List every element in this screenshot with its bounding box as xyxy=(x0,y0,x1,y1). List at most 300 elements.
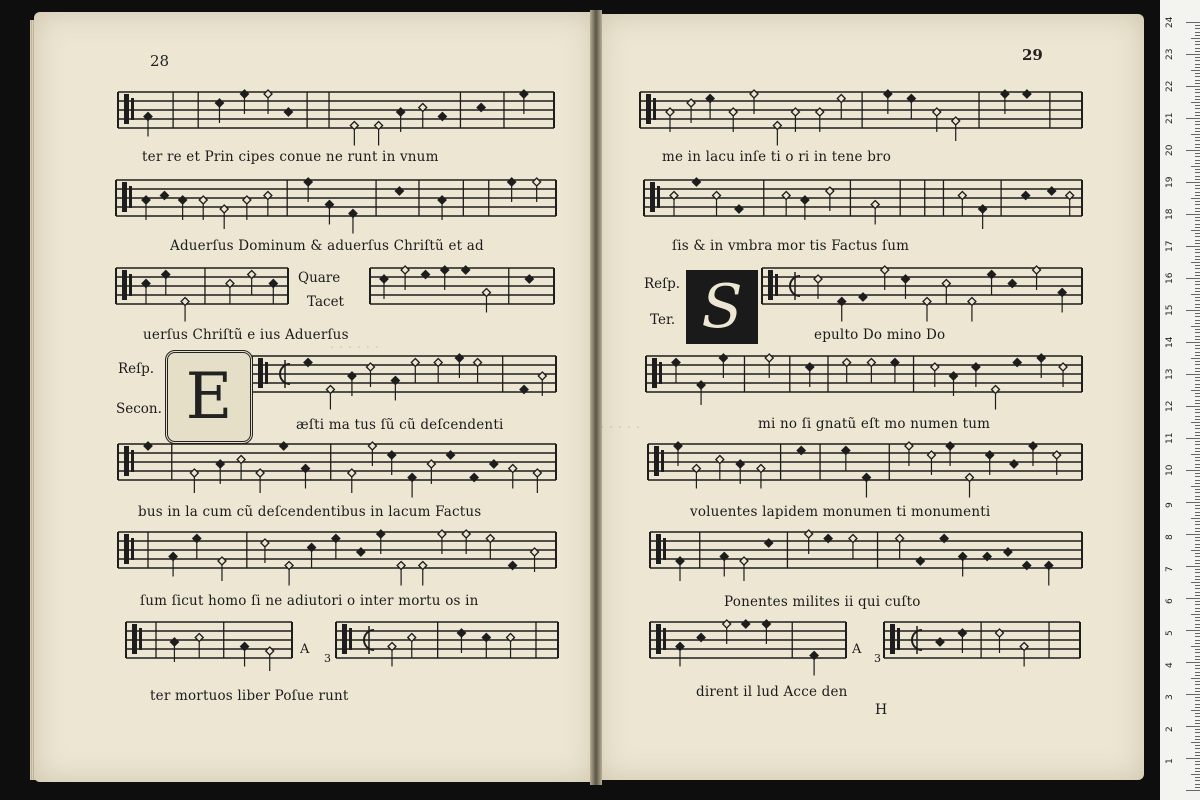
ruler-tick xyxy=(1191,294,1200,295)
ruler-tick xyxy=(1195,368,1200,369)
ruler-tick xyxy=(1195,131,1200,132)
ruler-tick xyxy=(1195,636,1200,637)
ruler-tick xyxy=(1195,563,1200,564)
ruler-tick xyxy=(1195,675,1200,676)
ruler-tick xyxy=(1195,787,1200,788)
ruler-tick xyxy=(1191,518,1200,519)
ruler-tick xyxy=(1195,185,1200,186)
music-staff xyxy=(252,352,556,396)
ruler-tick xyxy=(1195,412,1200,413)
ruler-tick xyxy=(1195,304,1200,305)
ruler-tick xyxy=(1191,390,1200,391)
ruler-number: 12 xyxy=(1165,400,1175,412)
ruler-tick xyxy=(1195,115,1200,116)
ruler-tick xyxy=(1195,265,1200,266)
ruler-tick xyxy=(1195,179,1200,180)
ruler-tick xyxy=(1195,672,1200,673)
ruler-tick xyxy=(1195,268,1200,269)
ruler-tick xyxy=(1186,406,1200,407)
ruler-tick xyxy=(1195,588,1200,589)
ruler-tick xyxy=(1195,489,1200,490)
ruler-number: 13 xyxy=(1165,368,1175,380)
ruler-tick xyxy=(1191,614,1200,615)
ruler-tick xyxy=(1195,697,1200,698)
ruler-tick xyxy=(1195,729,1200,730)
lyric-line: voluentes lapidem monumen ti monumenti xyxy=(690,504,991,520)
ruler-tick xyxy=(1195,387,1200,388)
ruler-tick xyxy=(1191,550,1200,551)
ruler-tick xyxy=(1195,252,1200,253)
signature-mark: H xyxy=(875,702,888,718)
ruler-number: 21 xyxy=(1165,112,1175,124)
ruler-number: 7 xyxy=(1165,566,1175,572)
ruler-tick xyxy=(1186,182,1200,183)
decorated-initial: E xyxy=(165,350,253,444)
ruler-tick xyxy=(1191,646,1200,647)
ruler-tick xyxy=(1195,784,1200,785)
ruler-tick xyxy=(1195,217,1200,218)
ruler-tick xyxy=(1186,310,1200,311)
ruler-tick xyxy=(1195,688,1200,689)
ruler-tick xyxy=(1186,54,1200,55)
ruler-tick xyxy=(1195,41,1200,42)
ruler-tick xyxy=(1191,198,1200,199)
label-ter: Ter. xyxy=(650,312,676,328)
ruler-tick xyxy=(1195,569,1200,570)
ruler-tick xyxy=(1195,732,1200,733)
ruler-tick xyxy=(1186,438,1200,439)
music-staff xyxy=(650,528,1082,572)
lyric-line: bus in la cum cũ deſcendentibus in lacum Factus xyxy=(138,504,482,520)
ruler-tick xyxy=(1195,140,1200,141)
ruler-tick xyxy=(1195,467,1200,468)
ruler-tick xyxy=(1191,166,1200,167)
ruler-tick xyxy=(1191,710,1200,711)
ruler-tick xyxy=(1191,582,1200,583)
ruler-tick xyxy=(1195,227,1200,228)
ruler-tick xyxy=(1195,668,1200,669)
ruler-tick xyxy=(1195,611,1200,612)
ruler-tick xyxy=(1195,624,1200,625)
lyric-line: ter mortuos liber Poſue runt xyxy=(150,688,349,704)
music-staff xyxy=(370,264,554,308)
ruler-tick xyxy=(1195,57,1200,58)
music-staff xyxy=(116,176,556,220)
ruler-tick xyxy=(1195,617,1200,618)
ruler-tick xyxy=(1195,355,1200,356)
lyric-line: ſum ſicut homo ſi ne adiutori o inter mortu os in xyxy=(140,593,479,609)
ruler-tick xyxy=(1195,153,1200,154)
ruler-tick xyxy=(1195,720,1200,721)
ruler-tick xyxy=(1195,352,1200,353)
label-quare: Quare xyxy=(298,270,341,286)
ruler-tick xyxy=(1195,201,1200,202)
ruler-tick xyxy=(1195,256,1200,257)
music-staff xyxy=(650,618,846,662)
ruler-number: 20 xyxy=(1165,144,1175,156)
ruler-tick xyxy=(1195,444,1200,445)
ruler-tick xyxy=(1195,60,1200,61)
ruler-tick xyxy=(1195,649,1200,650)
ruler-tick xyxy=(1186,534,1200,535)
ruler-tick xyxy=(1195,745,1200,746)
ruler-number: 17 xyxy=(1165,240,1175,252)
ruler-number: 18 xyxy=(1165,208,1175,220)
ruler-tick xyxy=(1191,486,1200,487)
ruler-tick xyxy=(1195,211,1200,212)
ruler-tick xyxy=(1195,396,1200,397)
ruler-tick xyxy=(1186,662,1200,663)
ruler-tick xyxy=(1195,435,1200,436)
lyric-line: mi no ſi gnatũ eſt mo numen tum xyxy=(758,416,991,432)
ruler-tick xyxy=(1191,454,1200,455)
music-staff xyxy=(336,618,558,662)
lyric-line: ſis & in vmbra mor tis Factus ſum xyxy=(672,238,910,254)
ruler-tick xyxy=(1195,403,1200,404)
ruler-tick xyxy=(1195,121,1200,122)
ruler-tick xyxy=(1186,502,1200,503)
ruler-tick xyxy=(1195,483,1200,484)
ruler-tick xyxy=(1195,320,1200,321)
ruler-tick xyxy=(1195,92,1200,93)
ruler-tick xyxy=(1195,128,1200,129)
ruler-tick xyxy=(1195,620,1200,621)
ruler-tick xyxy=(1195,275,1200,276)
ruler-tick xyxy=(1195,460,1200,461)
ruler-tick xyxy=(1195,96,1200,97)
ruler-tick xyxy=(1195,604,1200,605)
ruler-tick xyxy=(1195,108,1200,109)
ruler-tick xyxy=(1195,169,1200,170)
ruler-tick xyxy=(1195,764,1200,765)
ruler-tick xyxy=(1195,601,1200,602)
lyric-line: epulto Do mino Do xyxy=(814,327,946,343)
ruler-tick xyxy=(1195,771,1200,772)
ruler-number: 23 xyxy=(1165,48,1175,60)
ruler-tick xyxy=(1195,329,1200,330)
ruler-tick xyxy=(1195,428,1200,429)
music-staff xyxy=(126,618,292,662)
ruler-tick xyxy=(1195,364,1200,365)
page-number-right: 29 xyxy=(1022,46,1043,64)
ruler-tick xyxy=(1186,246,1200,247)
ruler-tick xyxy=(1191,38,1200,39)
lyric-line: Ponentes milites ii qui cuſto xyxy=(724,594,921,610)
ruler-number: 11 xyxy=(1165,432,1175,444)
ruler-tick xyxy=(1195,332,1200,333)
ruler-tick xyxy=(1195,124,1200,125)
ruler-tick xyxy=(1195,441,1200,442)
lyric-line: ter re et Prin cipes conue ne runt in vnum xyxy=(142,149,439,165)
ruler-tick xyxy=(1195,524,1200,525)
ruler-tick xyxy=(1195,627,1200,628)
ruler-number: 6 xyxy=(1165,598,1175,604)
ruler-tick xyxy=(1195,44,1200,45)
ruler-tick xyxy=(1195,508,1200,509)
music-staff xyxy=(118,528,556,572)
ruler-tick xyxy=(1186,758,1200,759)
label-secon: Secon. xyxy=(116,401,162,417)
ruler-tick xyxy=(1195,249,1200,250)
ruler-tick xyxy=(1186,86,1200,87)
show-through-text: · · · · · xyxy=(600,420,641,436)
ruler-tick xyxy=(1186,22,1200,23)
ruler-tick xyxy=(1186,566,1200,567)
ruler-tick xyxy=(1195,515,1200,516)
ruler-tick xyxy=(1195,281,1200,282)
ruler-tick xyxy=(1195,409,1200,410)
ruler-tick xyxy=(1195,681,1200,682)
ruler-tick xyxy=(1195,665,1200,666)
lyric-line: me in lacu inſe ti o ri in tene bro xyxy=(662,149,892,165)
ruler-tick xyxy=(1195,540,1200,541)
ruler-number: 4 xyxy=(1165,662,1175,668)
ruler-number: 9 xyxy=(1165,502,1175,508)
ruler-tick xyxy=(1195,233,1200,234)
label-tacet: Tacet xyxy=(307,294,344,310)
music-staff xyxy=(116,264,288,308)
ruler-tick xyxy=(1195,172,1200,173)
music-staff xyxy=(648,440,1082,484)
show-through-text: · · · · · · xyxy=(330,340,379,356)
ruler-tick xyxy=(1195,419,1200,420)
ruler-tick xyxy=(1195,748,1200,749)
ruler-tick xyxy=(1195,67,1200,68)
ruler-tick xyxy=(1195,723,1200,724)
ruler-tick xyxy=(1195,371,1200,372)
ruler-tick xyxy=(1195,224,1200,225)
ruler-tick xyxy=(1195,492,1200,493)
ruler-tick xyxy=(1195,288,1200,289)
ruler-tick xyxy=(1195,480,1200,481)
ruler-tick xyxy=(1191,262,1200,263)
ruler-tick xyxy=(1191,774,1200,775)
lyric-line: æſti ma tus ſũ cũ deſcendenti xyxy=(296,417,504,433)
ruler-tick xyxy=(1195,336,1200,337)
ruler-tick xyxy=(1195,204,1200,205)
ruler-tick xyxy=(1195,556,1200,557)
music-staff xyxy=(118,88,554,132)
ruler-number: 10 xyxy=(1165,464,1175,476)
ruler-tick xyxy=(1195,473,1200,474)
ruler-tick xyxy=(1191,358,1200,359)
ruler-tick xyxy=(1195,752,1200,753)
ruler-tick xyxy=(1195,659,1200,660)
ruler-tick xyxy=(1195,307,1200,308)
ruler-tick xyxy=(1195,160,1200,161)
ruler-tick xyxy=(1195,499,1200,500)
ruler-tick xyxy=(1195,707,1200,708)
music-staff xyxy=(646,352,1082,396)
ruler-tick xyxy=(1195,137,1200,138)
music-staff xyxy=(762,264,1082,308)
ruler-tick xyxy=(1195,176,1200,177)
ruler-tick xyxy=(1195,83,1200,84)
book-gutter xyxy=(590,10,602,785)
ruler-tick xyxy=(1195,316,1200,317)
ruler-tick xyxy=(1195,700,1200,701)
ruler-tick xyxy=(1195,521,1200,522)
ruler-number: 2 xyxy=(1165,726,1175,732)
ruler-tick xyxy=(1191,134,1200,135)
ruler-tick xyxy=(1195,780,1200,781)
ruler-tick xyxy=(1195,73,1200,74)
ruler-tick xyxy=(1195,464,1200,465)
ruler-tick xyxy=(1191,102,1200,103)
ruler-tick xyxy=(1195,512,1200,513)
ruler-tick xyxy=(1186,150,1200,151)
ruler-number: 1 xyxy=(1165,758,1175,764)
ruler-tick xyxy=(1191,230,1200,231)
ruler-tick xyxy=(1195,48,1200,49)
ruler-tick xyxy=(1195,361,1200,362)
ruler-number: 24 xyxy=(1165,16,1175,28)
ruler-tick xyxy=(1191,678,1200,679)
ruler-tick xyxy=(1195,105,1200,106)
ruler-tick xyxy=(1195,505,1200,506)
decorated-initial: S xyxy=(686,270,758,344)
ruler-tick xyxy=(1195,35,1200,36)
ruler-tick xyxy=(1195,496,1200,497)
ruler-tick xyxy=(1195,691,1200,692)
ruler-tick xyxy=(1195,220,1200,221)
ruler-tick xyxy=(1195,99,1200,100)
ruler-tick xyxy=(1195,163,1200,164)
ruler-tick xyxy=(1195,51,1200,52)
ruler-tick xyxy=(1186,694,1200,695)
ruler-tick xyxy=(1195,448,1200,449)
ruler-tick xyxy=(1195,243,1200,244)
ruler-tick xyxy=(1195,547,1200,548)
ruler-tick xyxy=(1195,457,1200,458)
ruler-tick xyxy=(1195,755,1200,756)
mark-a: A xyxy=(852,642,862,657)
ruler-tick xyxy=(1195,380,1200,381)
ruler-tick xyxy=(1195,32,1200,33)
ruler-tick xyxy=(1186,278,1200,279)
ruler-tick xyxy=(1195,272,1200,273)
measurement-ruler xyxy=(1160,0,1200,800)
ruler-tick xyxy=(1195,716,1200,717)
ruler-tick xyxy=(1195,528,1200,529)
ruler-tick xyxy=(1195,348,1200,349)
ruler-number: 19 xyxy=(1165,176,1175,188)
ruler-tick xyxy=(1195,652,1200,653)
music-staff xyxy=(884,618,1080,662)
mark-three: 3 xyxy=(874,652,881,665)
ruler-tick xyxy=(1195,608,1200,609)
ruler-tick xyxy=(1195,585,1200,586)
ruler-number: 3 xyxy=(1165,694,1175,700)
ruler-number: 14 xyxy=(1165,336,1175,348)
ruler-tick xyxy=(1186,342,1200,343)
ruler-tick xyxy=(1195,156,1200,157)
ruler-tick xyxy=(1195,384,1200,385)
ruler-tick xyxy=(1195,592,1200,593)
ruler-tick xyxy=(1186,598,1200,599)
ruler-tick xyxy=(1191,742,1200,743)
ruler-tick xyxy=(1186,118,1200,119)
music-staff xyxy=(644,176,1082,220)
ruler-tick xyxy=(1195,25,1200,26)
ruler-number: 8 xyxy=(1165,534,1175,540)
ruler-tick xyxy=(1195,544,1200,545)
ruler-tick xyxy=(1195,537,1200,538)
ruler-tick xyxy=(1195,531,1200,532)
ruler-tick xyxy=(1195,579,1200,580)
ruler-tick xyxy=(1195,576,1200,577)
ruler-tick xyxy=(1195,400,1200,401)
ruler-tick xyxy=(1195,432,1200,433)
ruler-tick xyxy=(1195,768,1200,769)
ruler-tick xyxy=(1186,214,1200,215)
mark-three: 3 xyxy=(324,652,331,665)
ruler-tick xyxy=(1195,259,1200,260)
ruler-tick xyxy=(1195,476,1200,477)
music-staff xyxy=(640,88,1082,132)
ruler-tick xyxy=(1195,345,1200,346)
music-staff xyxy=(118,440,556,484)
ruler-tick xyxy=(1195,640,1200,641)
ruler-tick xyxy=(1195,236,1200,237)
ruler-tick xyxy=(1195,297,1200,298)
ruler-tick xyxy=(1195,112,1200,113)
ruler-tick xyxy=(1195,377,1200,378)
ruler-tick xyxy=(1195,300,1200,301)
lyric-line: Aduerſus Dominum & aduerſus Chriſtũ et ad xyxy=(170,238,484,254)
ruler-tick xyxy=(1191,326,1200,327)
lyric-line: dirent il lud Acce den xyxy=(696,684,848,700)
ruler-tick xyxy=(1195,188,1200,189)
ruler-tick xyxy=(1191,70,1200,71)
ruler-tick xyxy=(1195,656,1200,657)
ruler-tick xyxy=(1195,560,1200,561)
ruler-tick xyxy=(1186,790,1200,791)
ruler-tick xyxy=(1195,736,1200,737)
ruler-tick xyxy=(1195,192,1200,193)
ruler-tick xyxy=(1195,80,1200,81)
ruler-tick xyxy=(1195,64,1200,65)
ruler-tick xyxy=(1195,291,1200,292)
ruler-tick xyxy=(1195,572,1200,573)
ruler-tick xyxy=(1195,144,1200,145)
ruler-tick xyxy=(1186,470,1200,471)
ruler-tick xyxy=(1195,713,1200,714)
ruler-tick xyxy=(1195,451,1200,452)
ruler-tick xyxy=(1195,323,1200,324)
ruler-tick xyxy=(1195,643,1200,644)
ruler-tick xyxy=(1195,553,1200,554)
ruler-tick xyxy=(1195,76,1200,77)
lyric-line: uerſus Chriſtũ e ius Aduerſus xyxy=(143,327,349,343)
ruler-tick xyxy=(1195,240,1200,241)
ruler-tick xyxy=(1195,739,1200,740)
ruler-tick xyxy=(1191,422,1200,423)
ruler-tick xyxy=(1195,208,1200,209)
label-resp: Reſp. xyxy=(118,361,155,377)
page-number-left: 28 xyxy=(150,52,170,70)
ruler-tick xyxy=(1186,374,1200,375)
ruler-tick xyxy=(1195,313,1200,314)
ruler-tick xyxy=(1195,425,1200,426)
ruler-tick xyxy=(1195,284,1200,285)
ruler-number: 16 xyxy=(1165,272,1175,284)
ruler-tick xyxy=(1195,704,1200,705)
ruler-tick xyxy=(1186,726,1200,727)
ruler-tick xyxy=(1195,393,1200,394)
ruler-number: 15 xyxy=(1165,304,1175,316)
ruler-tick xyxy=(1195,195,1200,196)
